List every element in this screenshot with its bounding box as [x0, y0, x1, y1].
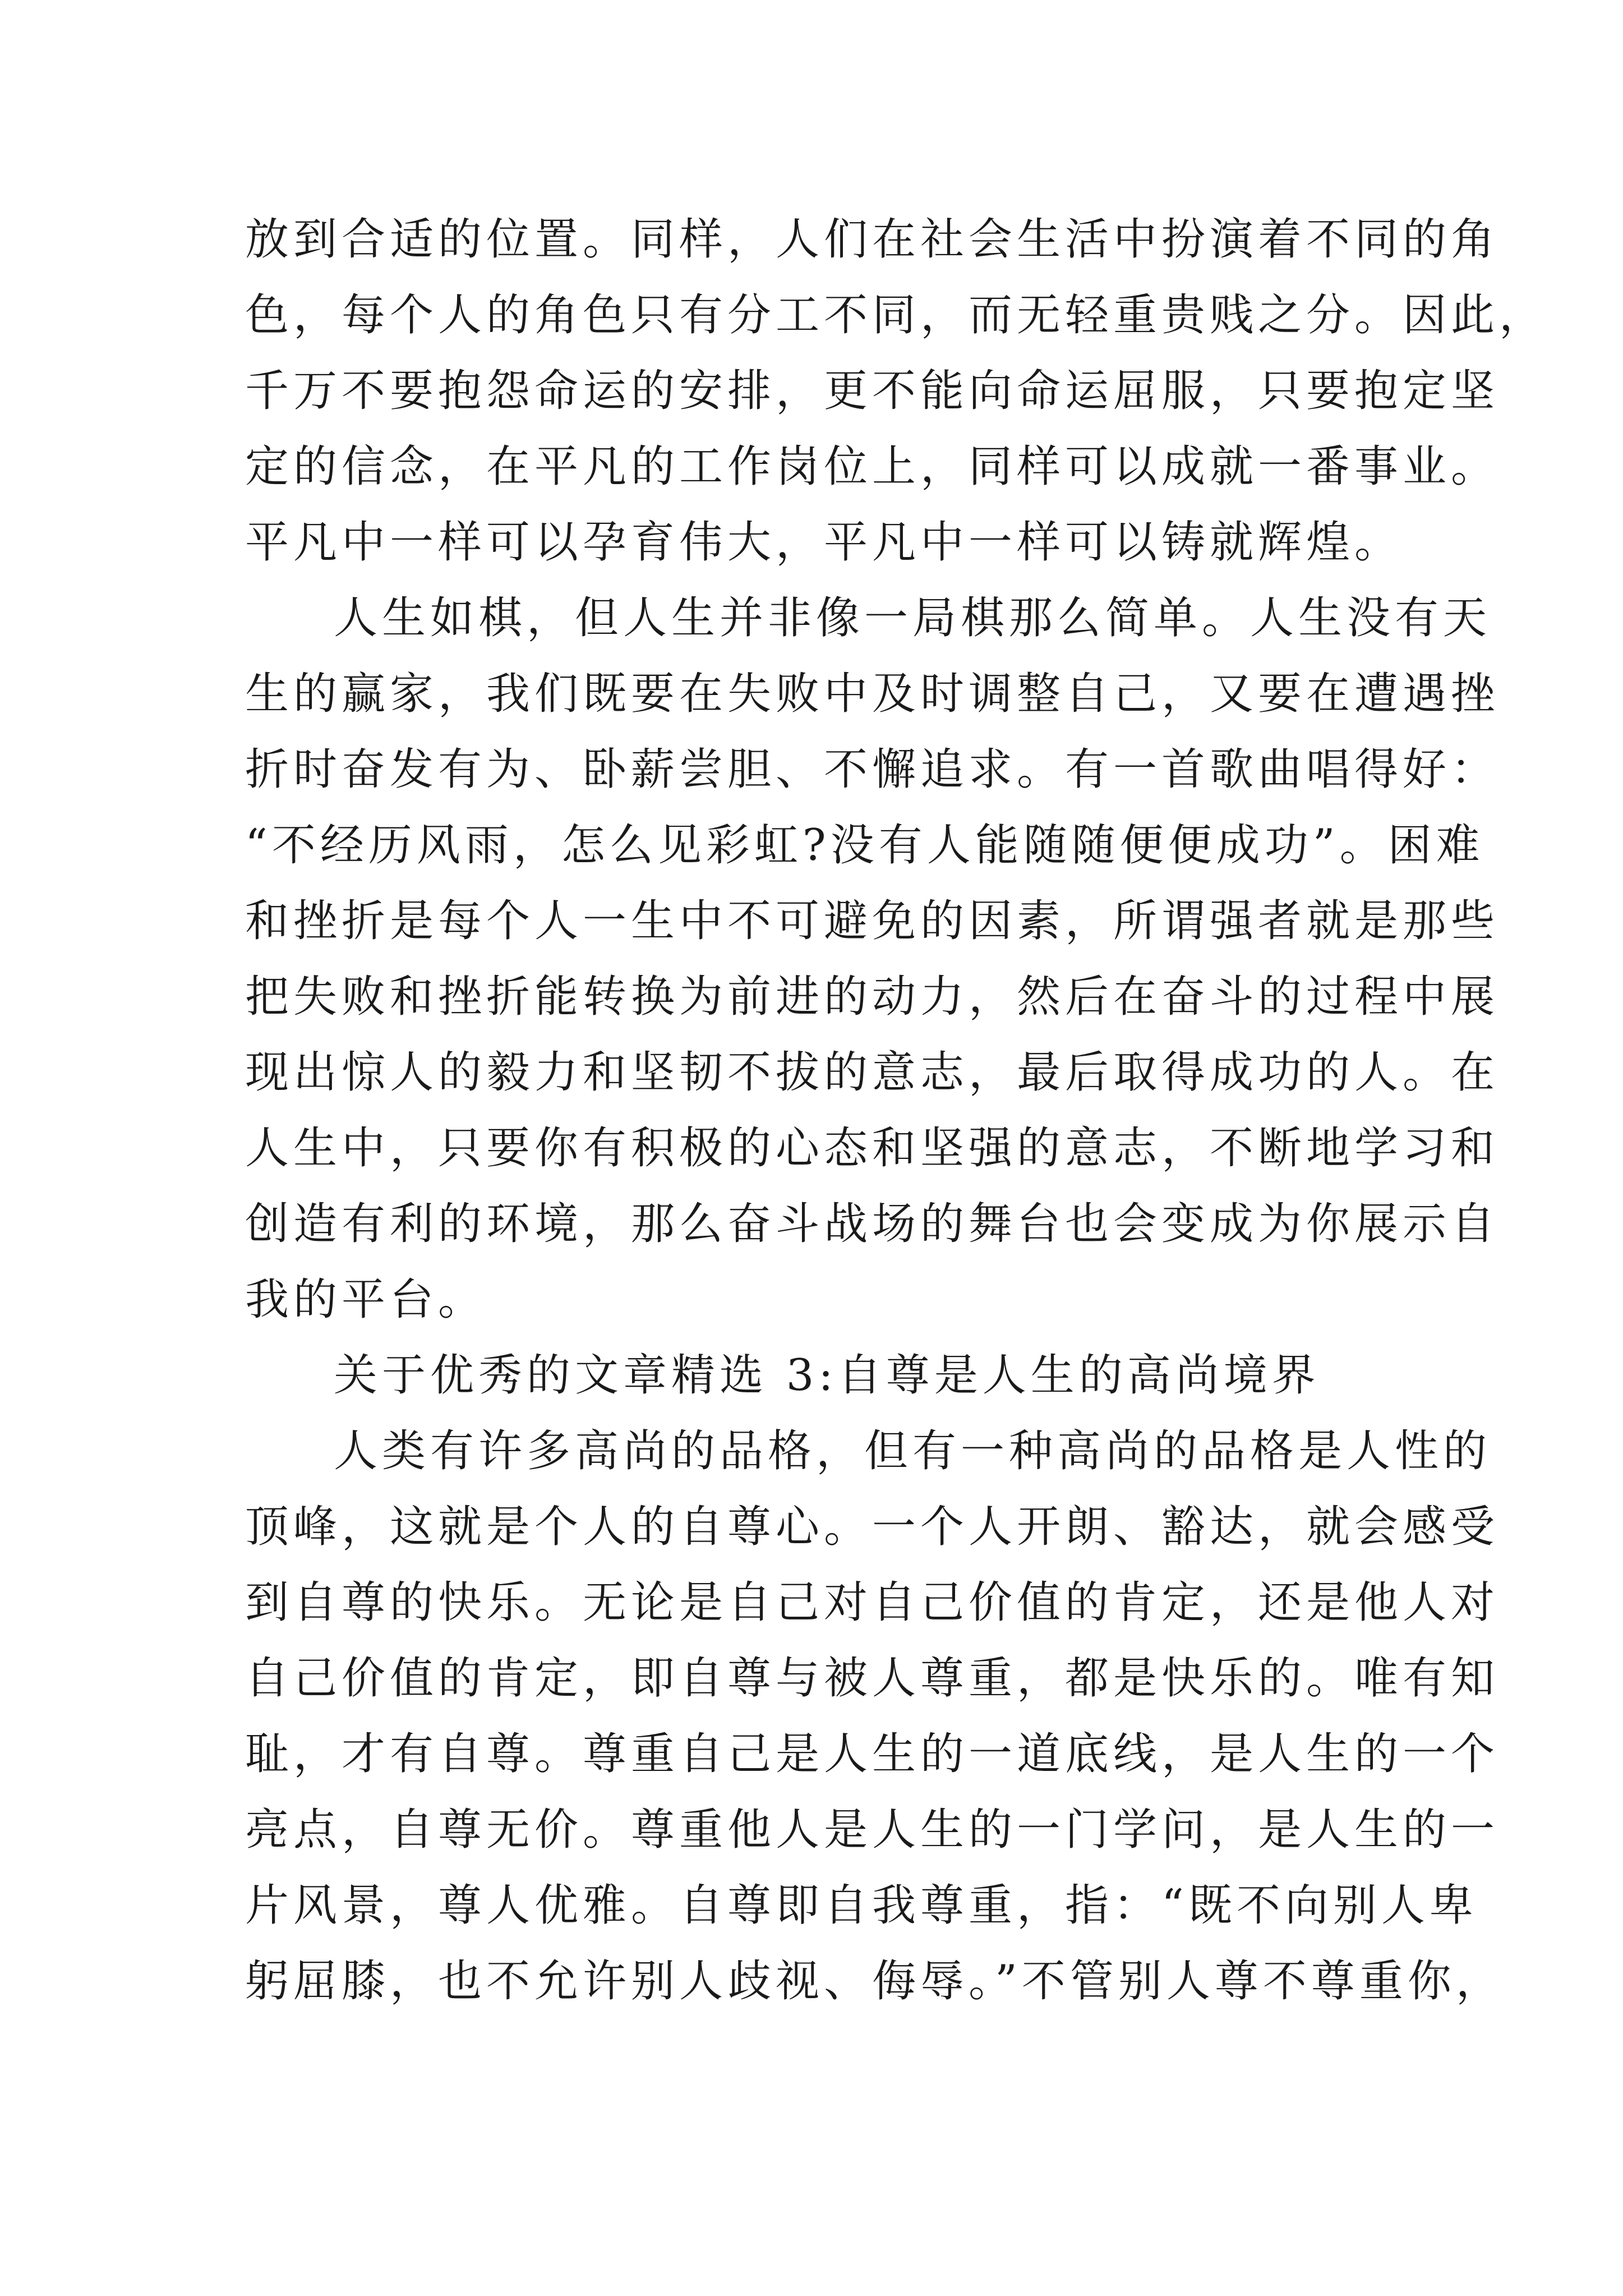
text-line: 放到合适的位置。同样，人们在社会生活中扮演着不同的角 — [245, 214, 1500, 265]
text-line: 色，每个人的角色只有分工不同，而无轻重贵贱之分。因此， — [245, 290, 1548, 341]
text-line: 千万不要抱怨命运的安排，更不能向命运屈服，只要抱定坚 — [245, 366, 1500, 416]
text-line: 现出惊人的毅力和坚韧不拔的意志，最后取得成功的人。在 — [245, 1047, 1500, 1098]
text-line: 顶峰，这就是个人的自尊心。一个人开朗、豁达，就会感受 — [245, 1502, 1500, 1552]
text-line: 人生中，只要你有积极的心态和坚强的意志，不断地学习和 — [245, 1123, 1500, 1174]
text-line: 片风景，尊人优雅。自尊即自我尊重，指：“既不向别人卑 — [245, 1880, 1478, 1931]
text-line: 创造有利的环境，那么奋斗战场的舞台也会变成为你展示自 — [245, 1199, 1500, 1249]
text-line: 把失败和挫折能转换为前进的动力，然后在奋斗的过程中展 — [245, 972, 1500, 1022]
text-line: 生的赢家，我们既要在失败中及时调整自己，又要在遭遇挫 — [245, 669, 1500, 719]
text-line: 亮点，自尊无价。尊重他人是人生的一门学问，是人生的一 — [245, 1805, 1500, 1855]
text-line: 躬屈膝，也不允许别人歧视、侮辱。”不管别人尊不尊重你， — [245, 1956, 1504, 2007]
text-line: “不经历风雨，怎么见彩虹?没有人能随随便便成功”。困难 — [245, 820, 1484, 871]
body-text — [245, 202, 1548, 2019]
text-line: 折时奋发有为、卧薪尝胆、不懈追求。有一首歌曲唱得好： — [245, 744, 1500, 795]
section-heading: 关于优秀的文章精选 3:自尊是人生的高尚境界 — [334, 1350, 1320, 1401]
text-line: 和挫折是每个人一生中不可避免的因素，所谓强者就是那些 — [245, 896, 1500, 946]
text-line: 我的平台。 — [245, 1274, 487, 1325]
text-line: 耻，才有自尊。尊重自己是人生的一道底线，是人生的一个 — [245, 1729, 1500, 1779]
paragraph-start-line: 人类有许多高尚的品格，但有一种高尚的品格是人性的 — [334, 1426, 1492, 1476]
text-line: 自己价值的肯定，即自尊与被人尊重，都是快乐的。唯有知 — [245, 1653, 1500, 1704]
text-line: 定的信念，在平凡的工作岗位上，同样可以成就一番事业。 — [245, 441, 1500, 492]
text-line: 平凡中一样可以孕育伟大，平凡中一样可以铸就辉煌。 — [245, 517, 1403, 568]
paragraph-start-line: 人生如棋，但人生并非像一局棋那么简单。人生没有天 — [334, 593, 1492, 643]
text-line: 到自尊的快乐。无论是自己对自己价值的肯定，还是他人对 — [245, 1577, 1500, 1628]
